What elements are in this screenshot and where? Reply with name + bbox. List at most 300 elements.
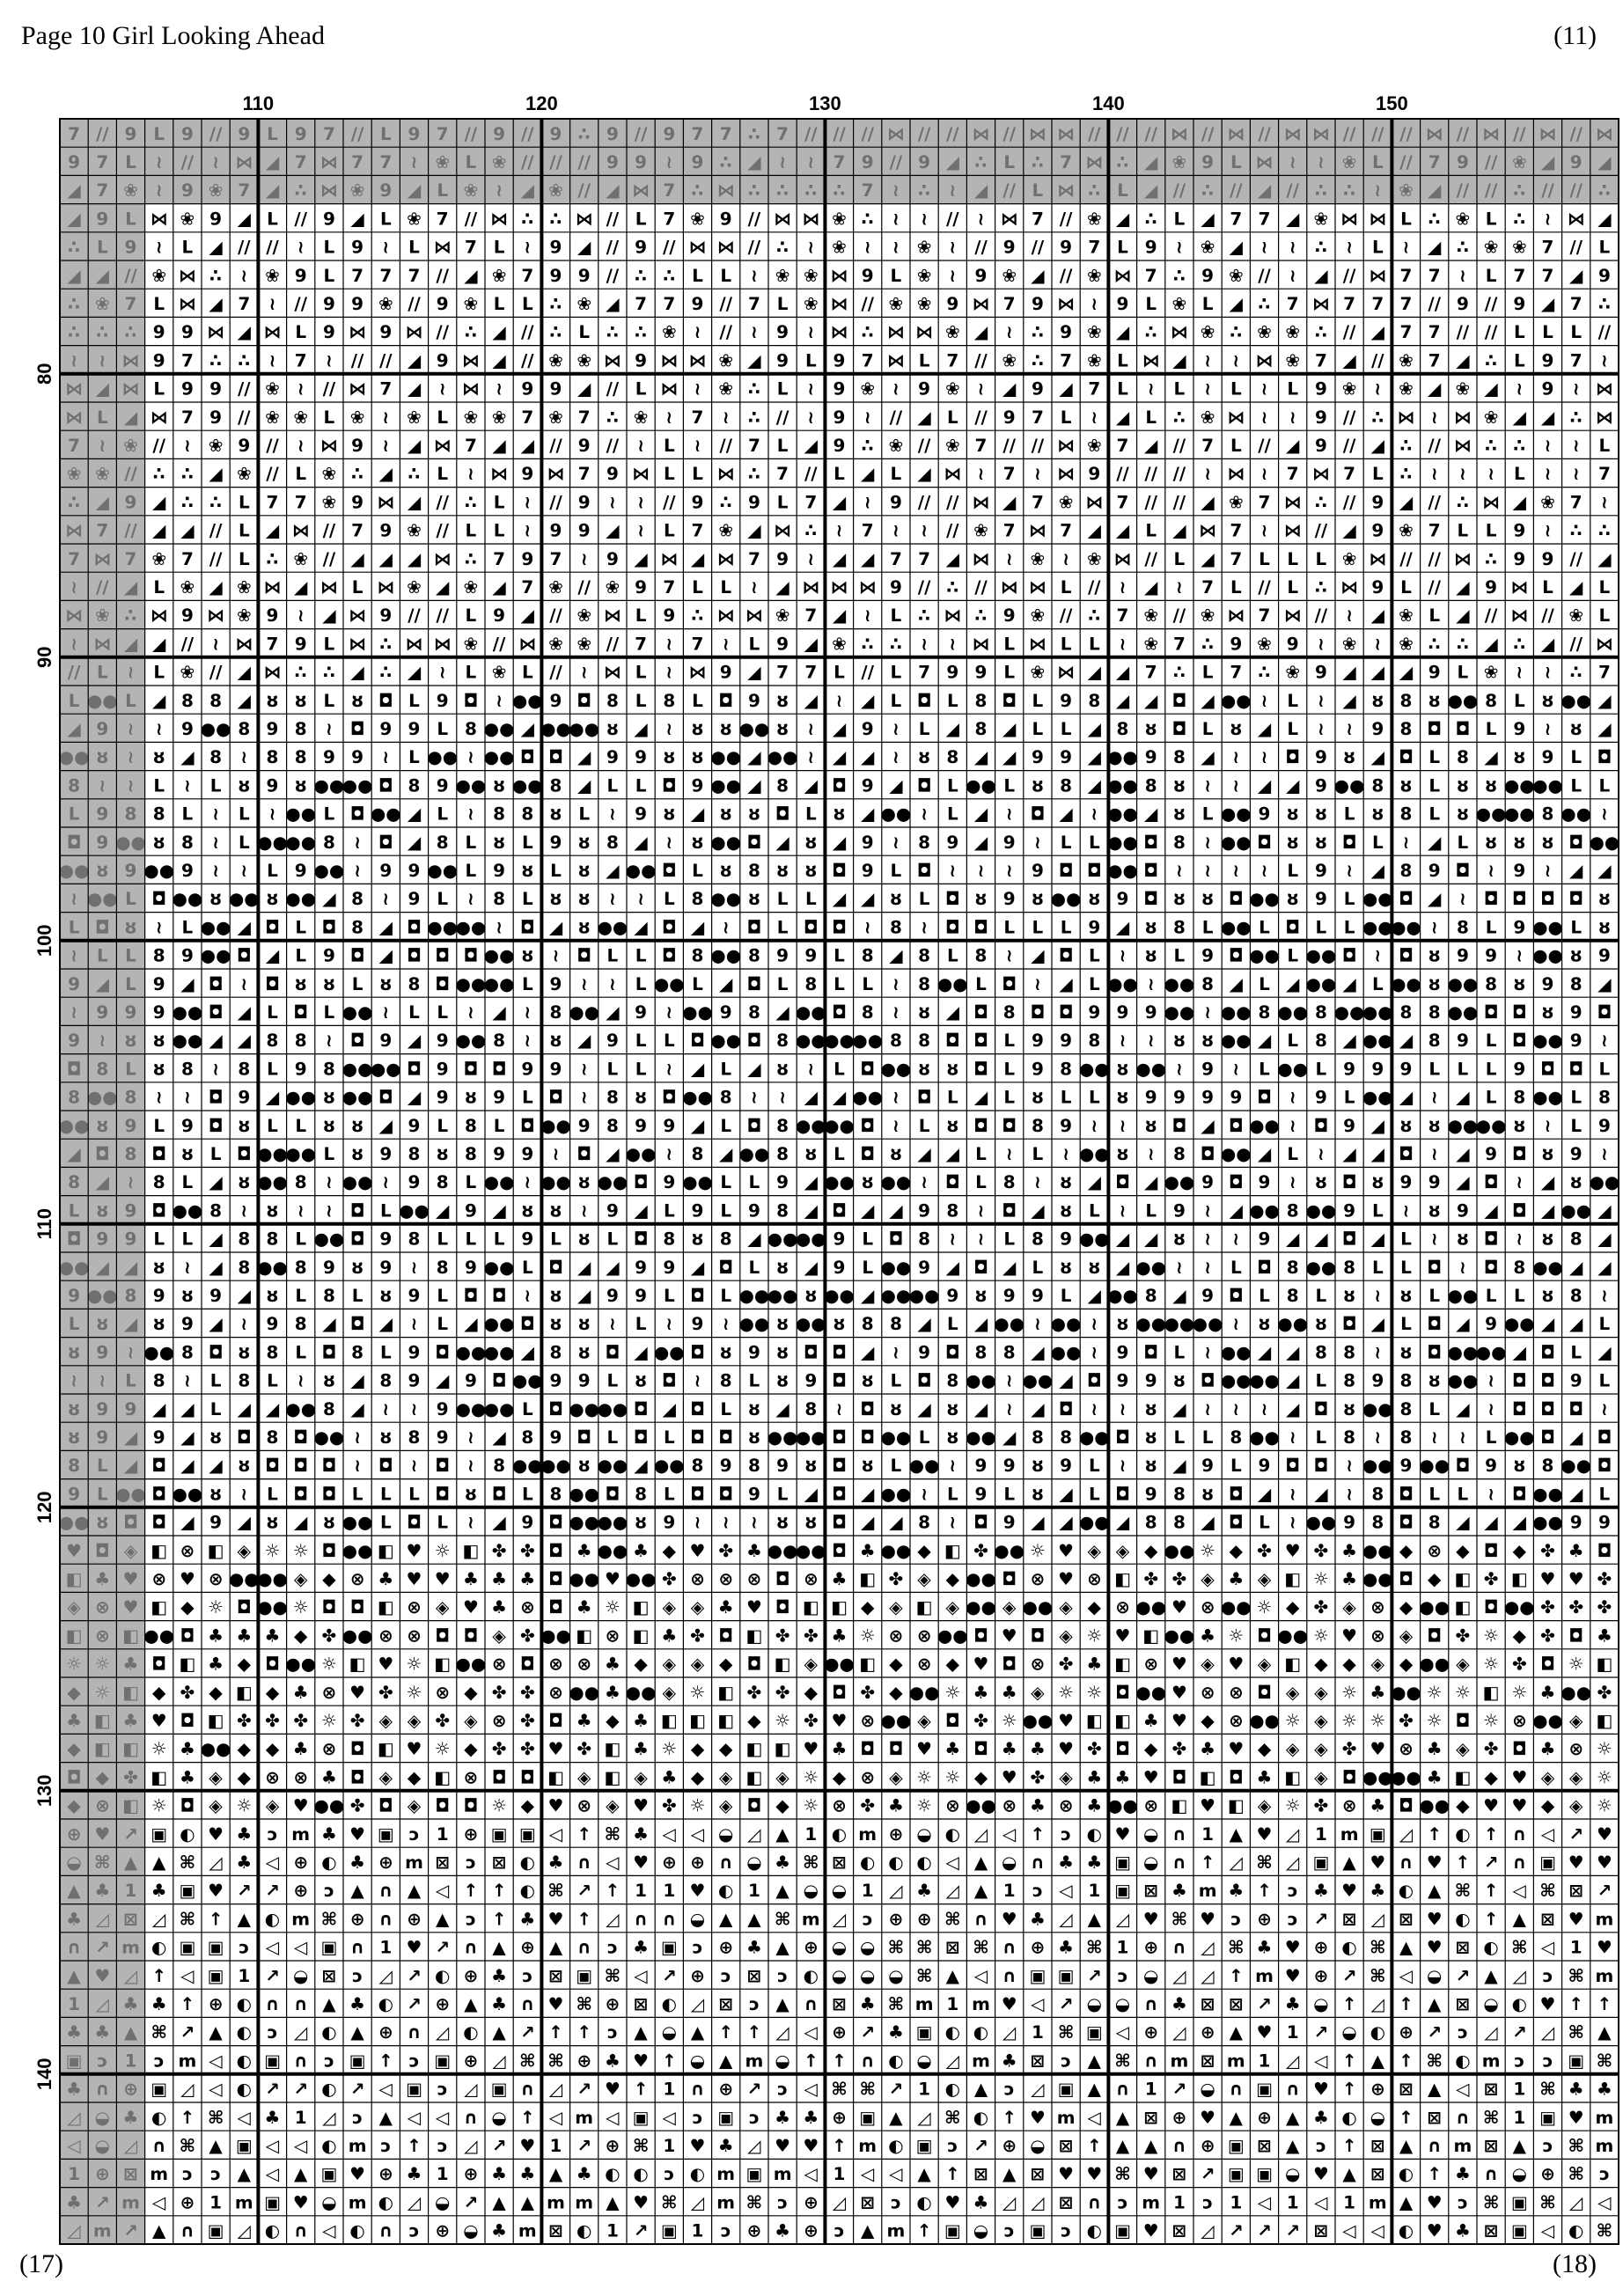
stitch-cell: ∴ [68,237,80,258]
stitch-cell: ♥ [407,1540,422,1561]
stitch-cell: 9 [1371,718,1384,739]
stitch-cell: ✤ [378,1682,393,1703]
stitch-cell: ∴ [1513,180,1525,201]
stitch-cell: 9 [1201,945,1214,966]
stitch-cell: ⊗ [860,1710,875,1731]
stitch-cell: ȣ [692,718,703,739]
stitch-cell: ȣ [578,916,590,937]
stitch-cell: // [521,151,534,172]
stitch-cell: ◢ [379,548,393,569]
stitch-cell: ↑ [662,2050,677,2071]
stitch-cell: L [1570,321,1582,342]
stitch-cell: 8 [975,1341,988,1362]
stitch-cell: ❀ [548,576,563,598]
stitch-cell: ◢ [747,774,761,796]
stitch-cell: ◐ [1087,2220,1102,2241]
stitch-cell: 9 [1371,1370,1384,1391]
stitch-cell: ●● [484,718,515,739]
stitch-cell: ♣ [1086,1795,1102,1816]
stitch-cell: ◘ [1399,746,1414,767]
stitch-cell: L [437,180,448,201]
stitch-cell: ●● [1504,1596,1535,1617]
stitch-cell: L [635,208,647,229]
stitch-cell: ▣ [1228,2163,1245,2184]
stitch-cell: ⋈ [547,463,565,484]
stitch-cell: 9 [1032,860,1044,881]
stitch-cell: 9 [1570,151,1583,172]
stitch-cell: // [1485,180,1498,201]
stitch-cell: ⊗ [1229,1710,1244,1731]
stitch-cell: // [1315,520,1328,541]
stitch-cell: ●● [285,803,316,825]
stitch-cell: ≀ [1261,520,1267,541]
stitch-cell: // [436,491,449,512]
stitch-cell: L [578,321,590,342]
stitch-cell: ⋈ [1454,548,1472,569]
stitch-cell: ◒ [1115,1993,1130,2014]
stitch-cell: L [1316,1285,1327,1306]
stitch-cell: ◢ [1597,860,1612,881]
stitch-cell: ȣ [210,888,222,909]
stitch-cell: ≀ [326,1171,332,1192]
stitch-cell: ◢ [861,548,875,569]
stitch-cell: ♣ [661,1766,677,1787]
stitch-cell: ◢ [152,520,166,541]
stitch-cell: ◆ [152,1682,166,1703]
stitch-cell: // [1569,633,1583,654]
stitch-cell: ⊠ [1342,1908,1357,1929]
stitch-cell: ◘ [1342,1229,1357,1250]
stitch-cell: m [1596,1965,1614,1986]
stitch-cell: 9 [1201,1455,1214,1476]
stitch-cell: ◒ [1341,2021,1356,2043]
stitch-cell: ▣ [434,2050,451,2071]
stitch-cell: ◒ [1143,1965,1158,1986]
stitch-cell: ȣ [1089,1257,1100,1278]
stitch-cell: ♥ [746,1596,762,1617]
stitch-cell: ⊗ [1370,1596,1385,1617]
stitch-cell: ✤ [889,1568,904,1589]
stitch-cell: ◢ [1144,1229,1158,1250]
stitch-cell: L [947,407,958,428]
stitch-cell: ▣ [633,2107,650,2128]
stitch-cell: 7 [1259,605,1271,626]
stitch-cell: ◘ [889,1738,904,1759]
stitch-cell: ɔ [1032,1880,1043,1901]
stitch-cell: ɔ [693,1937,703,1958]
stitch-cell: ▣ [661,2220,678,2241]
stitch-cell: ◘ [917,690,932,711]
stitch-cell: ◘ [1484,1171,1499,1192]
stitch-cell: 7 [1570,293,1583,314]
stitch-cell: ⊕ [1172,2107,1187,2128]
stitch-cell: 9 [578,435,591,456]
stitch-cell: ↗ [520,2021,535,2043]
stitch-cell: 9 [153,973,165,994]
stitch-cell: ▲ [549,2163,563,2184]
stitch-cell: ȣ [465,1087,476,1108]
stitch-cell: ●● [1447,1341,1478,1362]
stitch-cell: ♥ [1257,1823,1273,1845]
stitch-cell: 9 [663,1257,675,1278]
stitch-cell: ⌘ [1086,1937,1103,1958]
stitch-cell: ◢ [1371,860,1385,881]
stitch-cell: 8 [351,888,364,909]
stitch-cell: ●● [597,1171,628,1192]
stitch-cell: ȣ [1061,1199,1072,1221]
stitch-cell: ◆ [238,1766,252,1787]
stitch-cell: ◘ [95,1143,110,1164]
stitch-cell: ◧ [1142,1625,1159,1646]
stitch-cell: ♣ [66,2079,82,2100]
stitch-cell: ✤ [718,1540,733,1561]
stitch-cell: L [1428,746,1440,767]
stitch-cell: ȣ [1117,1143,1128,1164]
stitch-cell: ◢ [464,1313,478,1334]
stitch-cell: // [1088,123,1101,144]
stitch-cell: ●● [1193,1313,1223,1334]
stitch-cell: ≀ [1318,1143,1324,1164]
stitch-cell: ▣ [1539,1852,1556,1873]
stitch-cell: 9 [351,435,364,456]
stitch-cell: ∩ [67,1937,81,1958]
stitch-cell: 9 [153,321,165,342]
stitch-cell: // [1002,435,1016,456]
stitch-cell: ◘ [265,916,280,937]
stitch-cell: 9 [1428,860,1441,881]
stitch-cell: ♥ [1228,1654,1244,1675]
stitch-cell: // [124,463,137,484]
stitch-cell: L [975,1171,987,1192]
stitch-cell: ◢ [1201,208,1215,229]
stitch-cell: 9 [1485,1455,1497,1476]
stitch-cell: ⋈ [632,180,650,201]
stitch-cell: ≀ [411,1398,417,1419]
stitch-cell: ⋈ [93,548,111,569]
stitch-cell: ȣ [1315,1313,1326,1334]
stitch-cell: ♣ [519,1908,535,1929]
stitch-cell: ❀ [548,349,563,370]
stitch-cell: 8 [550,1341,562,1362]
stitch-cell: // [1569,180,1583,201]
stitch-cell: ≀ [1120,1199,1126,1221]
stitch-cell: ≀ [1289,1171,1296,1192]
stitch-cell: ∴ [862,321,874,342]
stitch-cell: ⌘ [94,1852,111,1873]
stitch-cell: ◿ [123,1965,138,1986]
stitch-cell: ◘ [378,1795,393,1816]
stitch-cell: ❀ [548,407,563,428]
stitch-cell: ▣ [745,2163,762,2184]
stitch-cell: 8 [68,1455,80,1476]
stitch-cell: 8 [1343,1257,1355,1278]
stitch-cell: ◁ [293,2135,308,2156]
stitch-cell: 9 [1032,378,1044,400]
stitch-cell: ◢ [1116,520,1130,541]
stitch-cell: ◒ [1313,1993,1328,2014]
stitch-cell: ◢ [521,180,535,201]
stitch-cell: ☼ [605,1596,621,1617]
stitch-cell: ●● [342,1001,373,1023]
stitch-cell: ✤ [293,1710,308,1731]
stitch-cell: ▣ [1370,1823,1386,1845]
stitch-cell: 9 [606,1030,619,1051]
stitch-cell: ∩ [1144,2050,1158,2071]
stitch-cell: ↗ [265,1965,280,1986]
stitch-cell: ↗ [492,2135,507,2156]
stitch-cell: ❀ [1399,180,1414,201]
stitch-cell: ☼ [1370,1710,1385,1731]
stitch-cell: 8 [323,832,335,853]
stitch-cell: ⊗ [1399,1738,1414,1759]
stitch-cell: ⋈ [1340,576,1358,598]
stitch-cell: ≀ [1431,1229,1437,1250]
stitch-cell: ❀ [832,237,847,258]
stitch-cell: ♣ [151,1880,167,1901]
stitch-cell: 8 [1400,1398,1413,1419]
stitch-cell: L [97,407,108,428]
stitch-cell: ↗ [265,1880,280,1901]
stitch-cell: ♥ [1002,1908,1017,1929]
stitch-cell: ◘ [973,1115,988,1136]
stitch-cell: ↑ [1342,2050,1357,2071]
stitch-cell: ≀ [1006,1370,1012,1391]
stitch-cell: 7 [1371,293,1384,314]
stitch-cell: 9 [550,237,562,258]
stitch-cell: ⋈ [944,463,961,484]
stitch-cell: 9 [408,888,421,909]
stitch-cell: ●● [455,916,486,937]
stitch-cell: L [1145,293,1157,314]
stitch-cell: ◘ [435,1341,450,1362]
stitch-cell: ◢ [492,321,506,342]
stitch-cell: ⋈ [1398,407,1415,428]
stitch-cell: ⋈ [1510,605,1528,626]
stitch-cell: ◒ [860,1937,875,1958]
stitch-cell: ◢ [209,576,223,598]
stitch-cell: ȣ [181,1285,193,1306]
stitch-cell: ♥ [916,1738,932,1759]
stitch-cell: ◢ [1116,1512,1130,1533]
stitch-cell: 9 [1173,1087,1186,1108]
stitch-cell: ɔ [1458,2021,1468,2043]
stitch-cell: ●● [1419,1654,1450,1675]
stitch-cell: 8 [1428,1030,1441,1051]
stitch-cell: ȣ [777,1257,789,1278]
stitch-cell: ●● [257,1568,288,1589]
stitch-cell: ◆ [1286,1596,1300,1617]
stitch-cell: ◢ [606,1001,620,1023]
stitch-cell: ♣ [576,1596,592,1617]
stitch-cell: ◢ [1314,265,1328,286]
stitch-cell: ❀ [1257,321,1272,342]
stitch-cell: ◘ [747,1795,762,1816]
stitch-cell: ✤ [860,1682,875,1703]
stitch-cell: ≀ [70,888,77,909]
stitch-cell: ◐ [1455,1908,1470,1929]
stitch-cell: 9 [1088,463,1100,484]
stitch-cell: L [1570,1341,1582,1362]
stitch-cell: ⋈ [1029,576,1047,598]
stitch-cell: ▣ [491,2079,508,2100]
stitch-cell: ⌘ [547,1880,564,1901]
stitch-cell: 9 [96,1398,108,1419]
stitch-cell: ⌘ [547,2050,564,2071]
stitch-cell: 9 [379,1257,392,1278]
stitch-cell: ↑ [464,1880,479,1901]
stitch-cell: ≀ [666,662,672,683]
stitch-cell: ⊠ [1031,2163,1046,2184]
stitch-cell: ♣ [633,1738,649,1759]
stitch-cell: 8 [209,690,222,711]
stitch-cell: ◢ [1484,633,1498,654]
stitch-cell: ♥ [123,1568,139,1589]
stitch-cell: 8 [550,1483,562,1504]
stitch-cell: ⌘ [916,1965,933,1986]
stitch-cell: // [861,662,874,683]
stitch-cell: ⌘ [1370,1965,1386,1986]
stitch-cell: ●● [1532,1483,1563,1504]
stitch-cell: 8 [1259,1001,1271,1023]
stitch-cell: ◿ [945,2050,960,2071]
stitch-cell: 9 [1003,1455,1016,1476]
stitch-cell: ♣ [888,1795,904,1816]
stitch-cell: ≀ [1375,180,1381,201]
stitch-cell: ⋈ [349,605,366,626]
stitch-cell: ▲ [521,2191,535,2212]
stitch-cell: L [1089,832,1100,853]
stitch-cell: ◿ [407,2191,422,2212]
stitch-cell: ♣ [180,1738,195,1759]
stitch-cell: ❀ [718,520,733,541]
stitch-cell: ≀ [1176,237,1182,258]
stitch-cell: L [324,633,335,654]
stitch-cell: ◒ [860,1965,875,1986]
stitch-cell: ∴ [323,662,335,683]
stitch-cell: ◘ [67,1058,82,1079]
stitch-cell: ≀ [1545,1115,1551,1136]
stitch-cell: ❀ [1285,321,1300,342]
stitch-cell: ⊠ [1399,2079,1414,2100]
stitch-cell: m [547,2191,565,2212]
stitch-cell: ◘ [435,1795,450,1816]
stitch-cell: // [209,123,223,144]
stitch-cell: ◧ [633,1625,650,1646]
stitch-cell: ◧ [122,1682,139,1703]
stitch-cell: ◧ [151,1766,167,1787]
stitch-cell: // [606,378,620,400]
stitch-cell: ɔ [466,1908,476,1929]
stitch-cell: ≀ [411,1313,417,1334]
stitch-cell: ◘ [606,1341,621,1362]
stitch-cell: ȣ [862,1455,873,1476]
row-labels [33,363,55,2091]
stitch-cell: ●● [59,1115,90,1136]
stitch-cell: ♥ [1058,2163,1074,2184]
stitch-cell: ≀ [99,1030,106,1051]
stitch-cell: ◢ [861,888,875,909]
stitch-cell: ●● [597,1455,628,1476]
stitch-cell: ⌘ [605,1823,621,1845]
stitch-cell: ≀ [241,1199,247,1221]
stitch-cell: m [179,2050,197,2071]
stitch-cell: ◿ [832,1908,847,1929]
stitch-cell: ◧ [1086,1710,1103,1731]
stitch-cell: L [1003,1030,1015,1051]
stitch-cell: ⊕ [1201,2135,1215,2156]
stitch-cell: 9 [1315,888,1327,909]
stitch-cell: 9 [550,123,562,144]
stitch-cell: L [1032,1257,1044,1278]
stitch-cell: ⋈ [1001,576,1018,598]
stitch-cell: ◧ [378,1540,394,1561]
stitch-cell: ♥ [1540,1568,1556,1589]
stitch-cell: 9 [1598,1115,1611,1136]
stitch-cell: ≀ [892,378,899,400]
stitch-cell: ≀ [383,1398,389,1419]
stitch-cell: 7 [465,435,477,456]
stitch-cell: ≀ [950,1229,956,1250]
stitch-cell: ◘ [1399,945,1414,966]
stitch-cell: ◘ [180,1795,195,1816]
row-label: 140 [33,2058,55,2090]
stitch-cell: 9 [153,349,165,370]
stitch-cell: ◘ [293,1455,308,1476]
stitch-cell: ◘ [1484,1229,1499,1250]
stitch-cell: ȣ [267,1199,278,1221]
stitch-cell: ◢ [1002,378,1017,400]
stitch-cell: ≀ [892,1115,899,1136]
stitch-cell: ◁ [662,1823,677,1845]
stitch-cell: ❀ [464,576,479,598]
stitch-cell: ◢ [322,605,336,626]
stitch-cell: ≀ [212,151,218,172]
stitch-cell: ❀ [123,180,138,201]
stitch-cell: ⌘ [576,1993,592,2014]
stitch-cell: m [1171,2050,1189,2071]
stitch-cell: L [1202,662,1214,683]
stitch-cell: ⌘ [180,2135,196,2156]
stitch-cell: ▲ [1088,2079,1102,2100]
stitch-cell: ∩ [464,2107,478,2128]
stitch-cell: ◘ [860,1427,875,1448]
stitch-cell: ♥ [151,1710,167,1731]
stitch-cell: ●● [427,860,458,881]
stitch-cell: ◘ [1597,746,1612,767]
stitch-cell: ◢ [1597,1257,1612,1278]
stitch-cell: ◘ [718,1257,733,1278]
stitch-cell: ≀ [1204,1341,1210,1362]
stitch-cell: ↑ [1399,1993,1414,2014]
stitch-cell: ⌘ [746,2191,763,2212]
stitch-cell: ♣ [94,1880,110,1901]
stitch-cell: ◐ [1399,2220,1414,2241]
stitch-cell: ȣ [777,1341,789,1362]
stitch-cell: 9 [1315,435,1327,456]
stitch-cell: L [1287,576,1298,598]
stitch-cell: ⊕ [690,1852,705,1873]
stitch-cell: ≀ [921,1171,927,1192]
stitch-cell: ◧ [1114,1568,1131,1589]
stitch-cell: ♣ [633,1710,649,1731]
stitch-cell: ≀ [921,803,927,825]
stitch-cell: ≀ [836,690,842,711]
stitch-cell: ♥ [1427,2220,1443,2241]
stitch-cell: ∴ [1371,407,1384,428]
stitch-cell: ⊗ [293,1766,308,1787]
stitch-cell: ◢ [1541,407,1555,428]
stitch-cell: ⋈ [264,321,282,342]
